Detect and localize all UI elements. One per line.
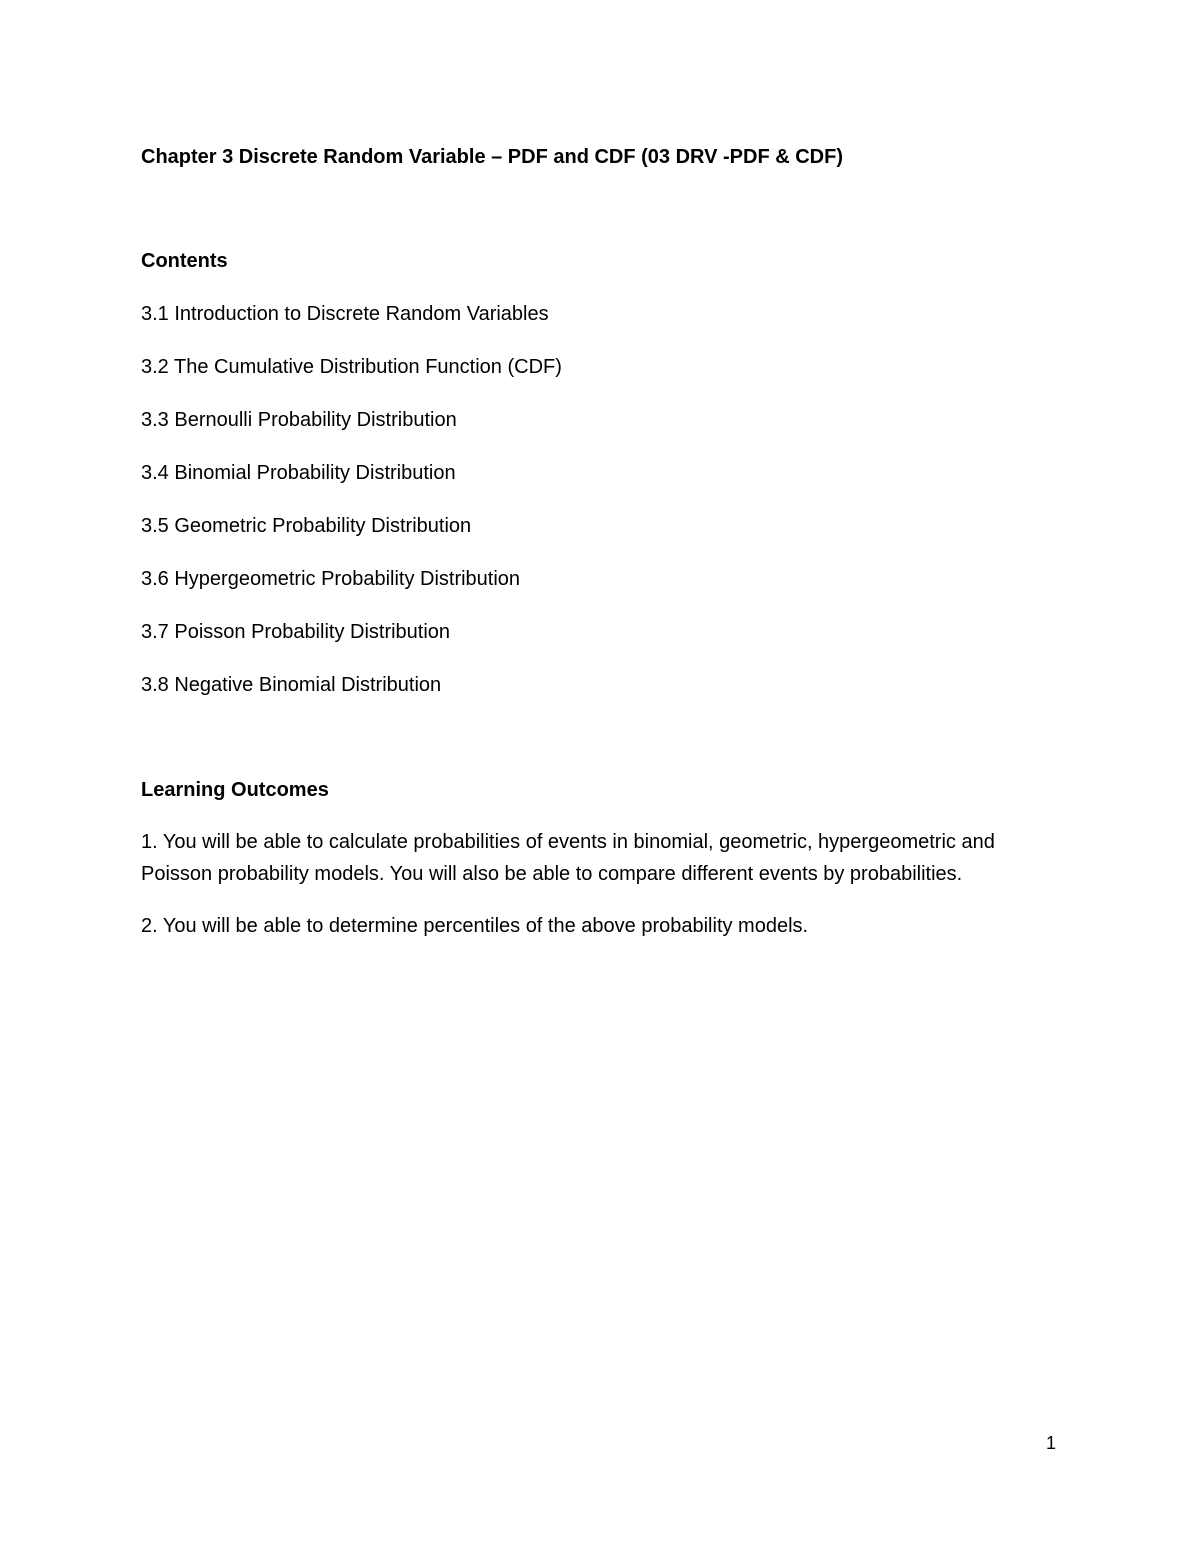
- contents-list: [141, 300, 1051, 699]
- contents-item-3-3: 3.3 Bernoulli Probability Distribution: [141, 409, 457, 431]
- contents-item-3-4: 3.4 Binomial Probability Distribution: [141, 462, 456, 484]
- contents-item-3-5: 3.5 Geometric Probability Distribution: [141, 515, 472, 537]
- contents-item-3-2: 3.2 The Cumulative Distribution Function (CDF): [141, 356, 562, 378]
- page-number: 1: [1046, 1433, 1057, 1453]
- chapter-title: Chapter 3 Discrete Random Variable – PDF and CDF (03 DRV -PDF & CDF): [141, 146, 844, 168]
- contents-item-3-1: 3.1 Introduction to Discrete Random Variables: [141, 303, 549, 325]
- page-content: [141, 143, 1051, 942]
- contents-item-3-7: 3.7 Poisson Probability Distribution: [141, 621, 451, 643]
- contents-item-3-6: 3.6 Hypergeometric Probability Distribution: [141, 568, 521, 590]
- learning-outcomes-heading: Learning Outcomes: [141, 779, 329, 801]
- contents-heading: Contents: [141, 250, 228, 272]
- learning-outcome-2: 2. You will be able to determine percentiles of the above probability models.: [141, 915, 809, 937]
- contents-item-3-8: 3.8 Negative Binomial Distribution: [141, 674, 442, 696]
- learning-outcome-1: 1. You will be able to calculate probabilities of events in binomial, geometric, hypergeometric and Poisson probability models. You will also be able to compare different events by probabilities.: [141, 831, 995, 885]
